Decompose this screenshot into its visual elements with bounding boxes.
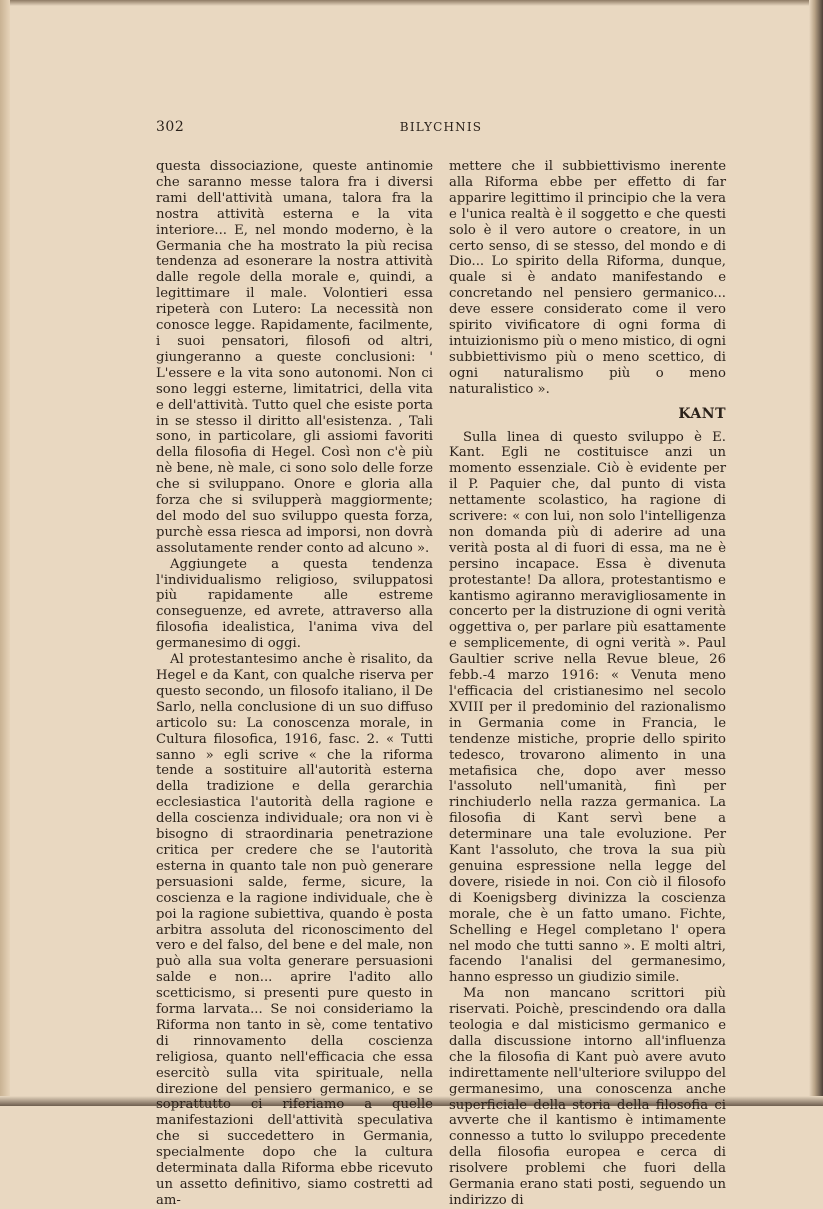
page-number: 302 <box>156 119 185 135</box>
right-opening-paragraph: mettere che il subbiettivismo inerente alla Riforma ebbe per effetto di far apparire legittimo il principio che la vera e l'unica realtà è il soggetto e che questi solo è il vero autore o creatore, in un certo senso, di se stesso, del mondo e di Dio... Lo spirito della Riforma, dunque, quale si è andato manifestando e concretando nel pensiero germanico... deve essere considerato come il vero spirito vivificatore di ogni forma di intuizionismo più o meno mistico, di ogni subbiettivismo più o meno scettico, di ogni naturalismo più o meno naturalistico ». <box>449 159 726 397</box>
left-paragraph-1: questa dissociazione, queste antinomie che saranno messe talora fra i diversi rami dell'attività umana, talora fra la nostra attività esterna e la vita interiore... E, nel mondo moderno, è la Germania che ha mostrato la più recisa tendenza ad esonerare la nostra attività dalle regole della morale e, quindi, a legittimare il male. Volontieri essa ripeterà con Lutero: La necessità non conosce legge. Rapidamente, facilmente, i suoi pensatori, filosofi od altri, giungeranno a queste conclusioni: ' L'essere e la vita sono autonomi. Non ci sono leggi esterne, limitatrici, della vita e dell'attività. Tutto quel che esiste porta in se stesso il diritto all'esistenza. , Tali sono, in particolare, gli assiomi favoriti della filosofia di Hegel. Così non c'è più nè bene, nè male, ci sono solo delle forze che si sviluppano. Onore e gloria alla forza che si svilupperà maggiormente; del modo del suo sviluppo questa forza, purchè essa riesca ad imporsi, non dovrà assolutamente render conto ad alcuno ». <box>156 159 433 556</box>
left-paragraph-3: Al protestantesimo anche è risalito, da Hegel e da Kant, con qualche riserva per questo secondo, un filosofo italiano, il De Sarlo, nella conclusione di un suo diffuso articolo su: La conoscenza morale, in Cultura filosofica, 1916, fasc. 2. « Tutti sanno » egli scrive « che la riforma tende a sostituire all'autorità esterna della tradizione e della gerarchia ecclesiastica l'autorità della ragione e della coscienza individuale; ora non vi è bisogno di straordinaria penetrazione critica per credere che se l'autorità esterna in quanto tale non può generare persuasioni salde, ferme, sicure, la coscienza e la ragione individuale, che è poi la ragione subiettiva, quando è posta arbitra assoluta del riconoscimento del vero e del falso, del bene e del male, non può alla sua volta generare persuasioni salde e non... aprire l'adito allo scetticismo, si presenti pure questo in forma larvata... Se noi consideriamo la Riforma non tanto in sè, come tentativo di rinnovamento della coscienza religiosa, quanto nell'efficacia che essa esercitò sulla vita spirituale, nella direzione del pensiero germanico, e se soprattutto ci riferiamo a quelle manifestazioni dell'attività speculativa che si succedettero in Germania, specialmente dopo che la cultura determinata dalla Riforma ebbe ricevuto un assetto definitivo, siamo costretti ad am- <box>156 652 433 1208</box>
right-paragraph-2: Ma non mancano scrittori più riservati. Poichè, prescindendo ora dalla teologia e dal misticismo germanico e dalla discussione intorno all'influenza che la filosofia di Kant può avere avuto indirettamente nell'ulteriore sviluppo del germanesimo, una conoscenza anche superficiale della storia della filosofia ci avverte che il kantismo è intimamente connesso a tutto lo sviluppo precedente della filosofia europea e cerca di risolvere problemi che fuori della Germania erano stati posti, seguendo un indirizzo di <box>449 986 726 1208</box>
page-top-edge <box>0 0 823 6</box>
left-paragraph-2: Aggiungete a questa tendenza l'individualismo religioso, sviluppatosi più rapidamente alle estreme conseguenze, ed avrete, attraverso alla filosofia idealistica, l'anima viva del germanesimo di oggi. <box>156 556 433 652</box>
right-column <box>449 159 726 1209</box>
left-column <box>156 159 433 1209</box>
right-paragraph-1: Sulla linea di questo sviluppo è E. Kant. Egli ne costituisce anzi un momento essenziale. Ciò è evidente per il P. Paquier che, dal punto di vista nettamente scolastico, ha ragione di scrivere: « con lui, non solo l'intelligenza non domanda più di aderire ad una verità posta al di fuori di essa, ma ne è persino incapace. Essa è divenuta protestante! Da allora, protestantismo e kantismo agiranno meravigliosamente in concerto per la distruzione di ogni verità oggettiva o, per parlare più esattamente e semplicemente, di ogni verità ». Paul Gaultier scrive nella Revue bleue, 26 febb.-4 marzo 1916: « Venuta meno l'efficacia del cristianesimo nel secolo XVIII per il predominio del razionalismo in Germania come in Francia, le tendenze mistiche, proprie dello spirito tedesco, trovarono alimento in una metafisica che, dopo aver messo l'assoluto nell'umanità, finì per rinchiuderlo nella razza germanica. La filosofia di Kant servì bene a determinare una tale evoluzione. Per Kant l'assoluto, che trova la sua più genuina espressione nella legge del dovere, risiede in noi. Con ciò il filosofo di Koenigsberg divinizza la coscienza morale, che è un fatto umano. Fichte, Schelling e Hegel completano l' opera nel modo che tutti sanno ». E molti altri, facendo l'analisi del germanesimo, hanno espresso un giudizio simile. <box>449 429 726 986</box>
section-heading-kant: KANT <box>678 405 726 422</box>
journal-title: BILYCHNIS <box>399 120 483 134</box>
page-binding-shadow <box>809 0 823 1106</box>
running-head <box>156 119 726 141</box>
page-left-edge <box>0 0 10 1106</box>
